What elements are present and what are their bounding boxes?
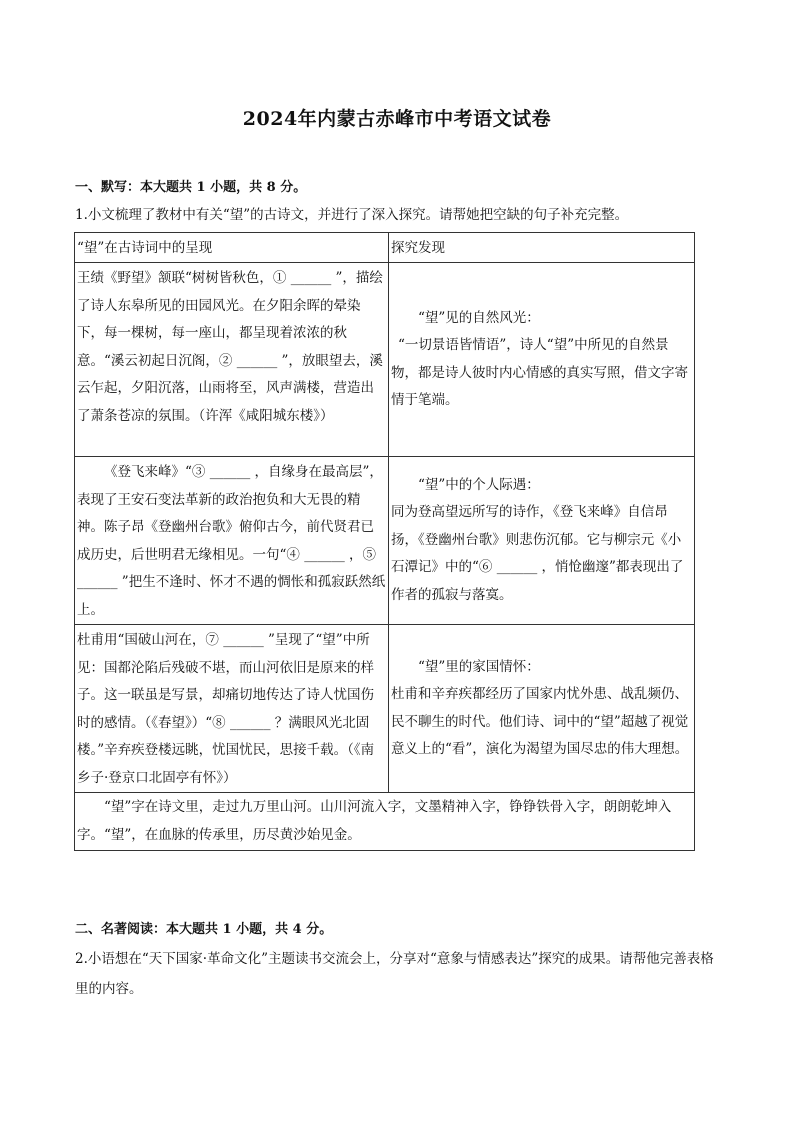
row-2-right-heading: “望”中的个人际遇： — [418, 476, 540, 493]
table-row — [75, 457, 695, 625]
row-1-right — [389, 263, 695, 457]
table-footer: “望”字在诗文里，走过九万里山河。山川河流入字，文墨精神入字，铮铮铁骨入字，朗朗乾坤入字。“望”，在血脉的传承里，历尽黄沙始见金。 — [75, 793, 695, 851]
table-header-left: “望”在古诗词中的呈现 — [75, 233, 389, 263]
table-footer-row — [75, 793, 695, 851]
question-1-table — [74, 232, 695, 851]
page-title: 2024年内蒙古赤峰市中考语文试卷 — [242, 108, 552, 130]
table-header-right: 探究发现 — [389, 233, 695, 263]
row-3-right — [389, 625, 695, 793]
row-2-left: 《登飞来峰》“③ ______ ，自缘身在最高层”，表现了王安石变法革新的政治抱负和大无畏的精神。陈子昂《登幽州台歌》俯仰古今，前代贤君已成历史，后世明君无缘相见。一句“④ ______ ，⑤ ______ ”把生不逢时、怀才不遇的惆怅和孤寂跃然纸上。 — [75, 457, 389, 625]
row-3-right-body: 杜甫和辛弃疾都经历了国家内忧外患、战乱频仍、民不聊生的时代。他们诗、词中的“望”超越了视觉意义上的“看”，演化为渴望为国尽忠的伟大理想。 — [391, 686, 689, 757]
row-2-right-body: 同为登高望远所写的诗作，《登飞来峰》自信昂扬，《登幽州台歌》则悲伤沉郁。它与柳宗元《小石潭记》中的“⑥ ______ ，悄怆幽邃”都表现出了作者的孤寂与落寞。 — [391, 504, 684, 603]
row-1-left: 王绩《野望》颔联“树树皆秋色，① ______ ”，描绘了诗人东皋所见的田园风光。在夕阳余晖的晕染下，每一棵树，每一座山，都呈现着浓浓的秋意。“溪云初起日沉阁，② ______ ”，放眼望去，溪云乍起，夕阳沉落，山雨将至，风声满楼，营造出了萧条苍凉的氛围。（许浑《咸阳城东楼》） — [75, 263, 389, 457]
question-1-prompt: 1.小文梳理了教材中有关“望”的古诗文，并进行了深入探究。请帮她把空缺的句子补充完整。 — [75, 207, 629, 223]
question-2-prompt: 2.小语想在“天下国家·革命文化”主题读书交流会上，分享对“意象与情感表达”探究的成果。请帮他完善表格里的内容。 — [75, 951, 714, 997]
section-heading-1: 一、默写：本大题共 1 小题，共 8 分。 — [75, 180, 307, 195]
row-3-right-heading: “望”里的家国情怀： — [418, 658, 540, 675]
section-heading-2: 二、名著阅读：本大题共 1 小题，共 4 分。 — [75, 922, 333, 937]
row-1-right-body: “一切景语皆情语”，诗人“望”中所见的自然景物，都是诗人彼时内心情感的真实写照，借文字寄情于笔端。 — [391, 337, 688, 408]
row-1-right-heading: “望”见的自然风光： — [418, 309, 540, 326]
table-row — [75, 625, 695, 793]
row-2-right — [389, 457, 695, 625]
row-3-left: 杜甫用“国破山河在，⑦ ______ ”呈现了“望”中所见：国都沦陷后残破不堪，而山河依旧是原来的样子。这一联虽是写景，却痛切地传达了诗人忧国伤时的感情。（《春望》）“⑧ ______ ？满眼风光北固楼。”辛弃疾登楼远眺，忧国忧民，思接千载。（《南乡子·登京口北固亭有怀》） — [75, 625, 389, 793]
table-row — [75, 263, 695, 457]
